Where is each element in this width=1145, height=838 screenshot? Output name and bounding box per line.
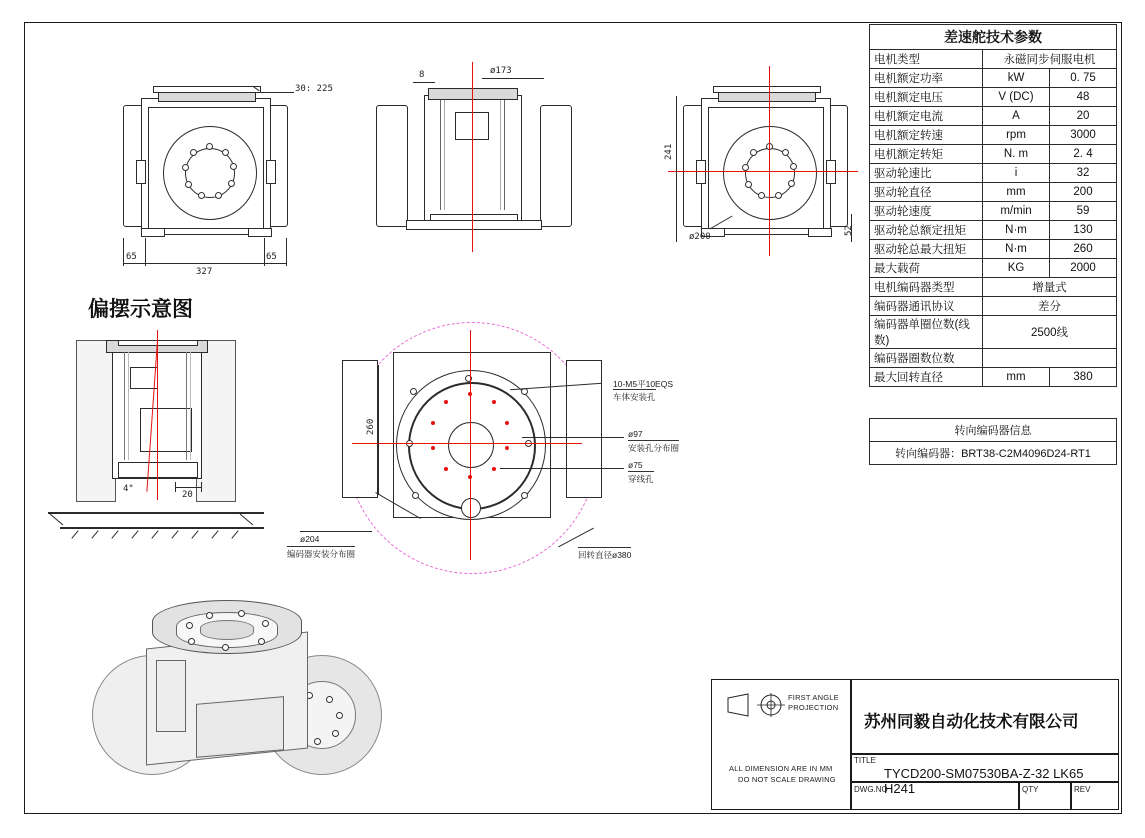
table-row — [870, 88, 1117, 107]
param-unit: i — [983, 164, 1050, 183]
param-unit: N·m — [983, 240, 1050, 259]
dim-241: 241 — [664, 143, 674, 160]
callout-dia97-note: 安装孔分布圈 — [628, 440, 679, 454]
param-value: 2. 4 — [1050, 145, 1117, 164]
param-value: 增量式 — [983, 278, 1117, 297]
rev-label: REV — [1074, 785, 1091, 794]
param-value: 20 — [1050, 107, 1117, 126]
callout-dia97: ø97 — [628, 429, 643, 439]
param-name: 驱动轮速度 — [870, 202, 983, 221]
param-name: 编码器圈数位数 — [870, 349, 983, 368]
table-row — [870, 107, 1117, 126]
param-name: 驱动轮直径 — [870, 183, 983, 202]
callout-dia204-note: 编码器安装分布圈 — [287, 546, 355, 560]
param-value: 2000 — [1050, 259, 1117, 278]
title-block — [711, 679, 1119, 810]
table-row — [870, 164, 1117, 183]
param-name: 编码器单圈位数(线数) — [870, 316, 983, 349]
dim-angle-4: 4° — [123, 484, 134, 494]
param-name: 最大回转直径 — [870, 368, 983, 387]
param-value: 3000 — [1050, 126, 1117, 145]
company-name: 苏州同毅自动化技术有限公司 — [864, 713, 1079, 731]
param-name: 最大载荷 — [870, 259, 983, 278]
table-row — [870, 221, 1117, 240]
param-value: 差分 — [983, 297, 1117, 316]
dim-top-pitch: 30: 225 — [295, 84, 333, 94]
projection-label-1: FIRST ANGLE — [788, 693, 839, 702]
parameter-table-title: 差速舵技术参数 — [870, 25, 1117, 50]
param-name: 电机额定电压 — [870, 88, 983, 107]
param-name: 编码器通讯协议 — [870, 297, 983, 316]
table-row — [870, 183, 1117, 202]
table-row — [870, 297, 1117, 316]
dim-8: 8 — [419, 70, 425, 80]
param-unit: N·m — [983, 221, 1050, 240]
table-row — [870, 259, 1117, 278]
param-name: 电机类型 — [870, 50, 983, 69]
param-value — [983, 349, 1117, 368]
parameter-table — [869, 24, 1117, 387]
table-row — [870, 240, 1117, 259]
table-row — [870, 349, 1117, 368]
dim-right-65: 65 — [266, 252, 277, 262]
param-name: 驱动轮总额定扭矩 — [870, 221, 983, 240]
dimension-note-2: DO NOT SCALE DRAWING — [738, 775, 836, 784]
param-name: 驱动轮速比 — [870, 164, 983, 183]
table-row — [870, 278, 1117, 297]
param-name: 驱动轮总最大扭矩 — [870, 240, 983, 259]
table-row — [870, 69, 1117, 88]
param-unit: kW — [983, 69, 1050, 88]
dim-width-327: 327 — [196, 267, 213, 277]
callout-dia204: ø204 — [300, 534, 320, 544]
param-value: 130 — [1050, 221, 1117, 240]
param-unit: KG — [983, 259, 1050, 278]
dim-dia-173: ø173 — [490, 66, 512, 76]
param-value: 59 — [1050, 202, 1117, 221]
table-row — [870, 145, 1117, 164]
param-value: 200 — [1050, 183, 1117, 202]
callout-dia75: ø75 — [628, 460, 643, 470]
encoder-table-row: 转向编码器：BRT38-C2M4096D24-RT1 — [870, 442, 1117, 465]
param-value: 永磁同步伺服电机 — [983, 50, 1117, 69]
callout-mounting-holes: 10-M5平10EQS — [613, 379, 673, 389]
param-value: 48 — [1050, 88, 1117, 107]
dim-52: 52 — [844, 225, 854, 236]
param-unit: N. m — [983, 145, 1050, 164]
table-row — [870, 126, 1117, 145]
drawing-title-value: TYCD200-SM07530BA-Z-32 LK65 H241 — [884, 766, 1084, 796]
param-value: 0. 75 — [1050, 69, 1117, 88]
param-value: 2500线 — [983, 316, 1117, 349]
param-value: 32 — [1050, 164, 1117, 183]
param-unit: m/min — [983, 202, 1050, 221]
callout-swing-dia: 回转直径ø380 — [578, 547, 631, 561]
encoder-table-title: 转向编码器信息 — [870, 419, 1117, 442]
table-row — [870, 50, 1117, 69]
param-unit: mm — [983, 183, 1050, 202]
param-name: 电机额定功率 — [870, 69, 983, 88]
dim-260: 260 — [366, 418, 376, 435]
dimension-note-1: ALL DIMENSION ARE IN MM — [729, 764, 833, 773]
callout-mounting-holes-note: 车体安装孔 — [613, 389, 656, 403]
param-name: 电机额定电流 — [870, 107, 983, 126]
encoder-info-table — [869, 418, 1117, 465]
param-unit: mm — [983, 368, 1050, 387]
dim-20: 20 — [182, 490, 193, 500]
swing-diagram-title: 偏摆示意图 — [88, 298, 193, 321]
param-unit: rpm — [983, 126, 1050, 145]
param-value: 260 — [1050, 240, 1117, 259]
table-row — [870, 316, 1117, 349]
table-row — [870, 368, 1117, 387]
dwgno-label: DWG.NO — [854, 785, 888, 794]
table-row — [870, 202, 1117, 221]
param-name: 电机额定转速 — [870, 126, 983, 145]
param-name: 电机额定转矩 — [870, 145, 983, 164]
param-value: 380 — [1050, 368, 1117, 387]
param-name: 电机编码器类型 — [870, 278, 983, 297]
param-unit: A — [983, 107, 1050, 126]
callout-dia75-note: 穿线孔 — [628, 471, 654, 485]
dim-dia-200: ø200 — [689, 232, 711, 242]
dim-left-65: 65 — [126, 252, 137, 262]
projection-label-2: PROJECTION — [788, 703, 839, 712]
qty-label: QTY — [1022, 785, 1039, 794]
title-label: TITLE — [854, 756, 876, 765]
param-unit: V (DC) — [983, 88, 1050, 107]
